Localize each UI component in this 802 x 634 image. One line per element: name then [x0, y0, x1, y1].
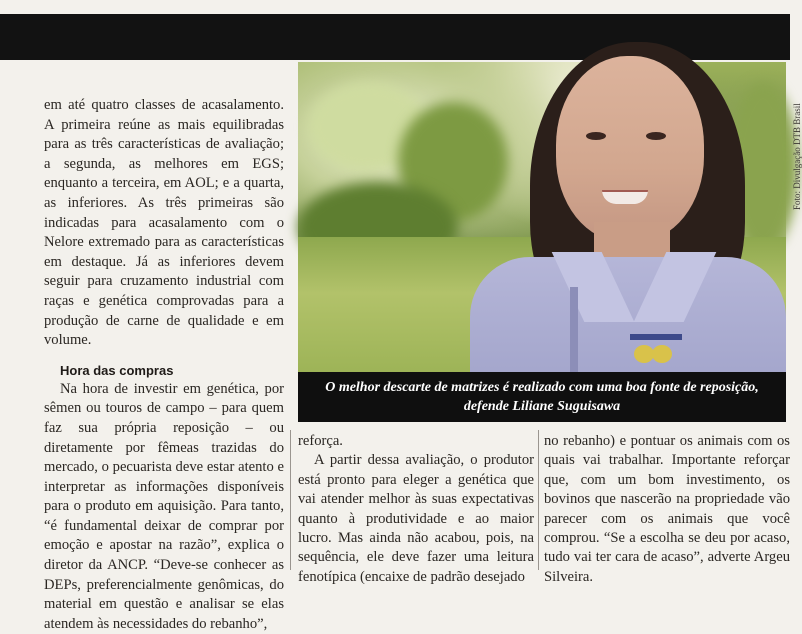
paragraph-rebanho: no rebanho) e pontuar os animais com os quais vai trabalhar. Importante reforçar que, com um bom investimento, os bovinos que nascerão na propriedade vão parecer com os animais que você comprou. “Se a escolha se deu por acaso, tudo vai ter cara de acaso”, adverte Argeu Silveira. — [544, 433, 790, 585]
paragraph-avaliacao: A partir dessa avaliação, o produtor está pronto para eleger a genética que vai atender melhor às suas expectativas quanto à produtividade e ao maior lucro. Mas ainda não acabou, pois, na sequência, ele deve fazer uma leitura fenotípica (encaixe de padrão desejado — [298, 452, 534, 585]
column-divider-1 — [290, 430, 291, 570]
article-column-1 — [44, 96, 284, 634]
photo-caption: O melhor descarte de matrizes é realizado com uma boa fonte de reposição, defende Liliane Suguisawa — [325, 380, 759, 414]
article-column-2 — [298, 432, 534, 587]
line-reforca: reforça. — [298, 433, 343, 449]
subheading-hora-das-compras: Hora das compras — [60, 362, 174, 378]
shirt-logo-icon — [628, 332, 684, 366]
column-divider-2 — [538, 430, 539, 570]
portrait-photo — [298, 62, 786, 370]
photo-caption-box — [298, 372, 786, 422]
article-column-3 — [544, 432, 790, 587]
photo-credit: Foto: Divulgação DTB Brasil — [792, 103, 802, 210]
paragraph-classes: em até quatro classes de acasalamento. A primeira reúne as mais equilibradas para as três características de avaliação; a segunda, as melhores em EGS; enquanto a terceira, em AOL; e a quarta, as inferiores. As três primeiras são indicadas para acasalamento com o Nelore extremado para as características em destaque. Já as inferiores devem seguir para cruzamento industrial com raças e genética comprovadas para a produção de carne de qualidade e em volume. — [44, 97, 284, 349]
paragraph-investir-genetica: Na hora de investir em genética, por sêmen ou touros de campo – para quem faz sua própria reposição – ou diretamente por fêmeas trazidas do mercado, o pecuarista deve estar atento e interpretar as informações disponíveis para o produto em aquisição. Para tanto, “é fundamental deixar de comprar por emoção e apostar na razão”, explica o diretor da ANCP. “Deve-se conhecer as DEPs, preferencialmente genômicas, do material em questão e analisar se elas atendem às necessidades do rebanho”, — [44, 380, 284, 632]
